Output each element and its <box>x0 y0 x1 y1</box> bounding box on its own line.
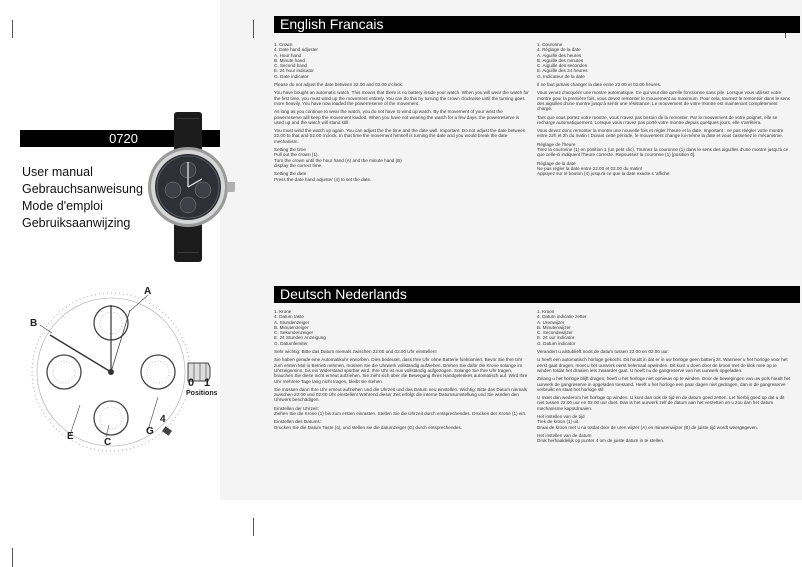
parts-item: A. Hour hand <box>274 52 302 58</box>
crop-mark <box>12 548 13 567</box>
model-number: 0720 <box>109 131 138 146</box>
parts-item: 1. Krone <box>274 309 292 314</box>
position-1-label: 1 <box>204 377 211 389</box>
diagram-label-a: B <box>30 318 38 329</box>
paragraph: Il ne faut jamais changer la date entre 22.00 et 02.00 heures. <box>537 82 662 88</box>
diagram-label-4: 4 <box>160 414 166 425</box>
section-title-bottom: Deutsch Nederlands <box>274 286 800 303</box>
english-column <box>274 42 529 185</box>
parts-item: C. Second hand <box>274 63 307 69</box>
section-title-top: English Francais <box>274 16 800 33</box>
dutch-column <box>537 309 792 447</box>
paragraph: Verandert u alstublieft nooit de datum tussen 22.00 en 02.00 uur. <box>537 349 669 355</box>
diagram-label-e: E <box>67 431 74 442</box>
parts-item: E. 24 uur indicator <box>537 335 575 341</box>
paragraph: Zolang u het horloge blijft dragen, hoeft u het horloge niet opnieuw op te winden. Door de bewegingen van uw pols houdt het uurwerk de gangreserve in opgeladen toestand. Heeft u het horloge een paar dagen niet gedragen, dan is de gangreserve verbruikt en staat het horloge stil. <box>537 376 791 392</box>
language-item: Gebruiksaanwijzing <box>22 216 131 230</box>
parts-item: B. Minutenwijzer <box>537 324 571 330</box>
diagram-label-g: G <box>146 426 154 437</box>
paragraph: Vous venez d'acquérir une montre automatique. Ce qui veut dire qu'elle fonctionne sans pile. Lorsque vous utilisez votre montre pour la première fois, vous devez remonter le mouvement au maximum. Pour cela, tournez le remontoir dans le sens des aiguilles d'une montre jusqu'à sentir une résistance. Le mouvement de votre montre est maintenant complètement chargé. <box>537 90 791 112</box>
diagram-label-c: C <box>104 437 112 448</box>
german-parts-list <box>274 309 529 346</box>
diagram-label-b: A <box>144 286 152 297</box>
language-item: User manual <box>22 165 93 179</box>
parts-item: 4. Réglage de la date <box>537 47 581 53</box>
paragraph: Sie müssen dann Ihre Uhr erneut aufziehen und die Uhrzeit und das Datum neu einstellen. Wichtig: Bitte das Datum niemals zwischen 22:00 und 02:00 Uhr einstellen! Während dieser Zeit erfolgt die interne Datumsumstellung und Sie würden den Uhrwerk beschädigen. <box>274 386 528 403</box>
paragraph: As long as you continue to wear the watch, you do not have to wind up watch. By the movement of your wrist the powerreserve will keep the movement loaded. When you have not wearing the watch for a few days, the powerreserve is used up and the watch will stand still. <box>274 109 520 125</box>
parts-item: C. Sekundenzeiger <box>274 330 314 336</box>
paragraph: U heeft een automatisch horloge gekocht. Dit houdt in dat er in uw horloge geen batterij zit. Wanneer u het horloge voor het eerst gaat dragen, moet u het uurwerk eerst helemaal opwinden. Dit kunt u doen door de kroon met de klok mee op te winden totdat het draaien iets zwaarder gaat. U heeft nu de gangreserve van het uurwerk opgeladen. <box>537 357 788 373</box>
dutch-parts-list <box>537 309 792 346</box>
parts-item: E. 24 Stunden Anzeigung <box>274 335 326 341</box>
parts-item: 4. Datum indicatie zetter <box>537 314 587 320</box>
positions-caption: Positions <box>186 390 218 397</box>
paragraph: Vous devez donc remonter la montre une nouvelle fois et régler l'heure et la date. Important : ne pas réégler votre montre entre 22h et 2h du matin ! Durant cette période, le mouvement change lui-même la date et vous casseriez le mécanisme. <box>537 128 784 139</box>
paragraph: Please do not adjust the date between 22.00 and 02.00 o'clock. <box>274 82 404 88</box>
language-item: Gebrauchsanweisung <box>22 182 143 196</box>
paragraph: You have bought an automatic watch. This means that there is no battery inside your watch. When you will wear the watch for the first time, you must wind up the movement entirely. You can do this by turning the crown clockwise until the turning goes more heavily. You have now loaded the powerreserve of the movement. <box>274 90 529 106</box>
watch-photo <box>136 112 242 262</box>
parts-item: B. Minutenzeiger <box>274 324 309 330</box>
paragraph: Sie haben gerade eine Automatikuhr erworben. Dies bedeutet, dass Ihre Uhr ohne Batterie funktioniert. Bevor Sie Ihre Uhr zum ersten Mal in Betrieb nehmen, müssen Sie die Uhrwerk vollständig aufziehen. Drehen Sie dafür die Krone solange im Uhrzeigersinn, bis ein Widerstand spürbar wird. Ihre Uhr ist nun vollständig aufgezogen. Solange Sie Ihre Uhr tragen, brauchen Sie diese nicht erneut aufziehen. Sie zieht sich über die Bewegung Ihres Handgelenkes automatisch auf. Wird Ihre Uhr mehrere Tage lang nicht tragen, bleibt sie stehen. <box>274 357 528 384</box>
parts-item: 4. Date hand adjuster <box>274 47 318 53</box>
parts-item: E. 24 hour indicator <box>274 68 314 74</box>
paragraph: Réglage de la date Ne pas régler la date entre 22.00 et 02.00 du matin! Appuyez sur le bouton (4) jusqu'à ce que la date exacte s 'affiche. <box>537 160 671 177</box>
paragraph: Einstellen der Uhrzeit: Ziehen Sie die Krone (1) bis zum ersten einrasten. Stellen Sie die Uhrzeit durch entsprechendes. Drücken der Krone (1) ein. <box>274 405 527 417</box>
parts-item: A. Urenwijzer <box>537 319 565 325</box>
parts-item: 1. Kroon <box>537 309 555 314</box>
french-column <box>537 42 792 180</box>
language-list <box>22 164 143 232</box>
crop-mark <box>253 20 254 38</box>
paragraph: Het instellen van de datum Druk herhaaldelijk op punter 4 om de juiste datum in te stellen. <box>537 432 665 444</box>
french-parts-list <box>537 42 792 79</box>
german-column <box>274 309 529 433</box>
paragraph: Setting the time Pull out the crown (1). Turn the crown until the hour hand (A) and the minute hand (B) display the correct time. <box>274 147 402 168</box>
paragraph: Sehr wichtig: Bitte das Datum niemals zwischen 22:00 und 02.00 Uhr einstellen! <box>274 349 437 355</box>
parts-item: 4. Datum taste <box>274 314 304 320</box>
paragraph: Het instellen van de tijd Trek de kroon (1) uit. Draai de kroon met u na totdat door de uren wijzer (A) en minutenwijzer (B) de juiste tijd wordt weergegeven. <box>537 414 759 430</box>
parts-item: B. Aiguille des minutes <box>537 57 584 63</box>
crop-mark <box>253 518 254 536</box>
position-0-label: 0 <box>188 377 195 389</box>
english-parts-list <box>274 42 529 79</box>
parts-item: G. Datum indicator <box>537 340 576 346</box>
paragraph: Einstellen des Datums: Drucken Sie die Datum Taste (4), und stellen sie die datumzeiger (G) durch entsprechendes. <box>274 419 463 430</box>
crop-mark <box>12 20 13 38</box>
parts-item: G. Indicateur de la date <box>537 73 585 79</box>
parts-item: C. Aiguille des secondes <box>537 63 588 69</box>
parts-item: G. Datumfenster <box>274 340 308 346</box>
parts-item: C. Secondewijzer <box>537 330 573 336</box>
paragraph: You must wind the watch up again. You can adjust the the time and the date well. Important: Do not adjust the date between 22.00 to that and 02.00 o'clock. In that time the movement himself is turning the date and you would break the date mechanism. <box>274 128 526 144</box>
parts-item: A. Aiguille des heures <box>537 52 582 58</box>
paragraph: Tant que vous portez votre montre, vous n'avez pas besoin de la remonter. Par le mouvement de votre poignet, elle se recharge automatiquement. Lorsque vous n'avez pas porté votre montre depuis quelques jours, elle s'arrêtéra. <box>537 114 778 125</box>
parts-item: B. Minute hand <box>274 57 305 63</box>
paragraph: U moet dan wederom het horloge op winden. U kunt dan ook de tijd en de datum goed zetten. Let hierbij goed op dat u dit niet tussen 22.00 uur en 02.00 uur doet. Dan is het uurwerk zelf de datum aan het verzetten en u zou dan het datum mechanisme kapotdraaien. <box>537 395 785 411</box>
parts-item: 1. Couronne <box>537 42 563 47</box>
parts-item: A. Stundenzeiger <box>274 319 310 325</box>
left-panel <box>0 0 220 567</box>
parts-item: G. Date indicator <box>274 73 309 79</box>
parts-item: 1. Crown <box>274 42 293 47</box>
paragraph: Réglage de l'heure Tirez la couronne (1) en position 1 (un petit clic). Tournez la couronne (1) dans le sens des aiguilles d'une montre jusqu'à ce que celle-ci indiquent l'heure correcte. Repoussez la couronne (1) [position 0]. <box>537 141 789 158</box>
language-item: Mode d'emploi <box>22 199 103 213</box>
parts-item: E. Aiguille des 24 heures <box>537 68 588 74</box>
paragraph: Setting the date Press the date hand adjuster (4) to set the date. <box>274 171 372 182</box>
